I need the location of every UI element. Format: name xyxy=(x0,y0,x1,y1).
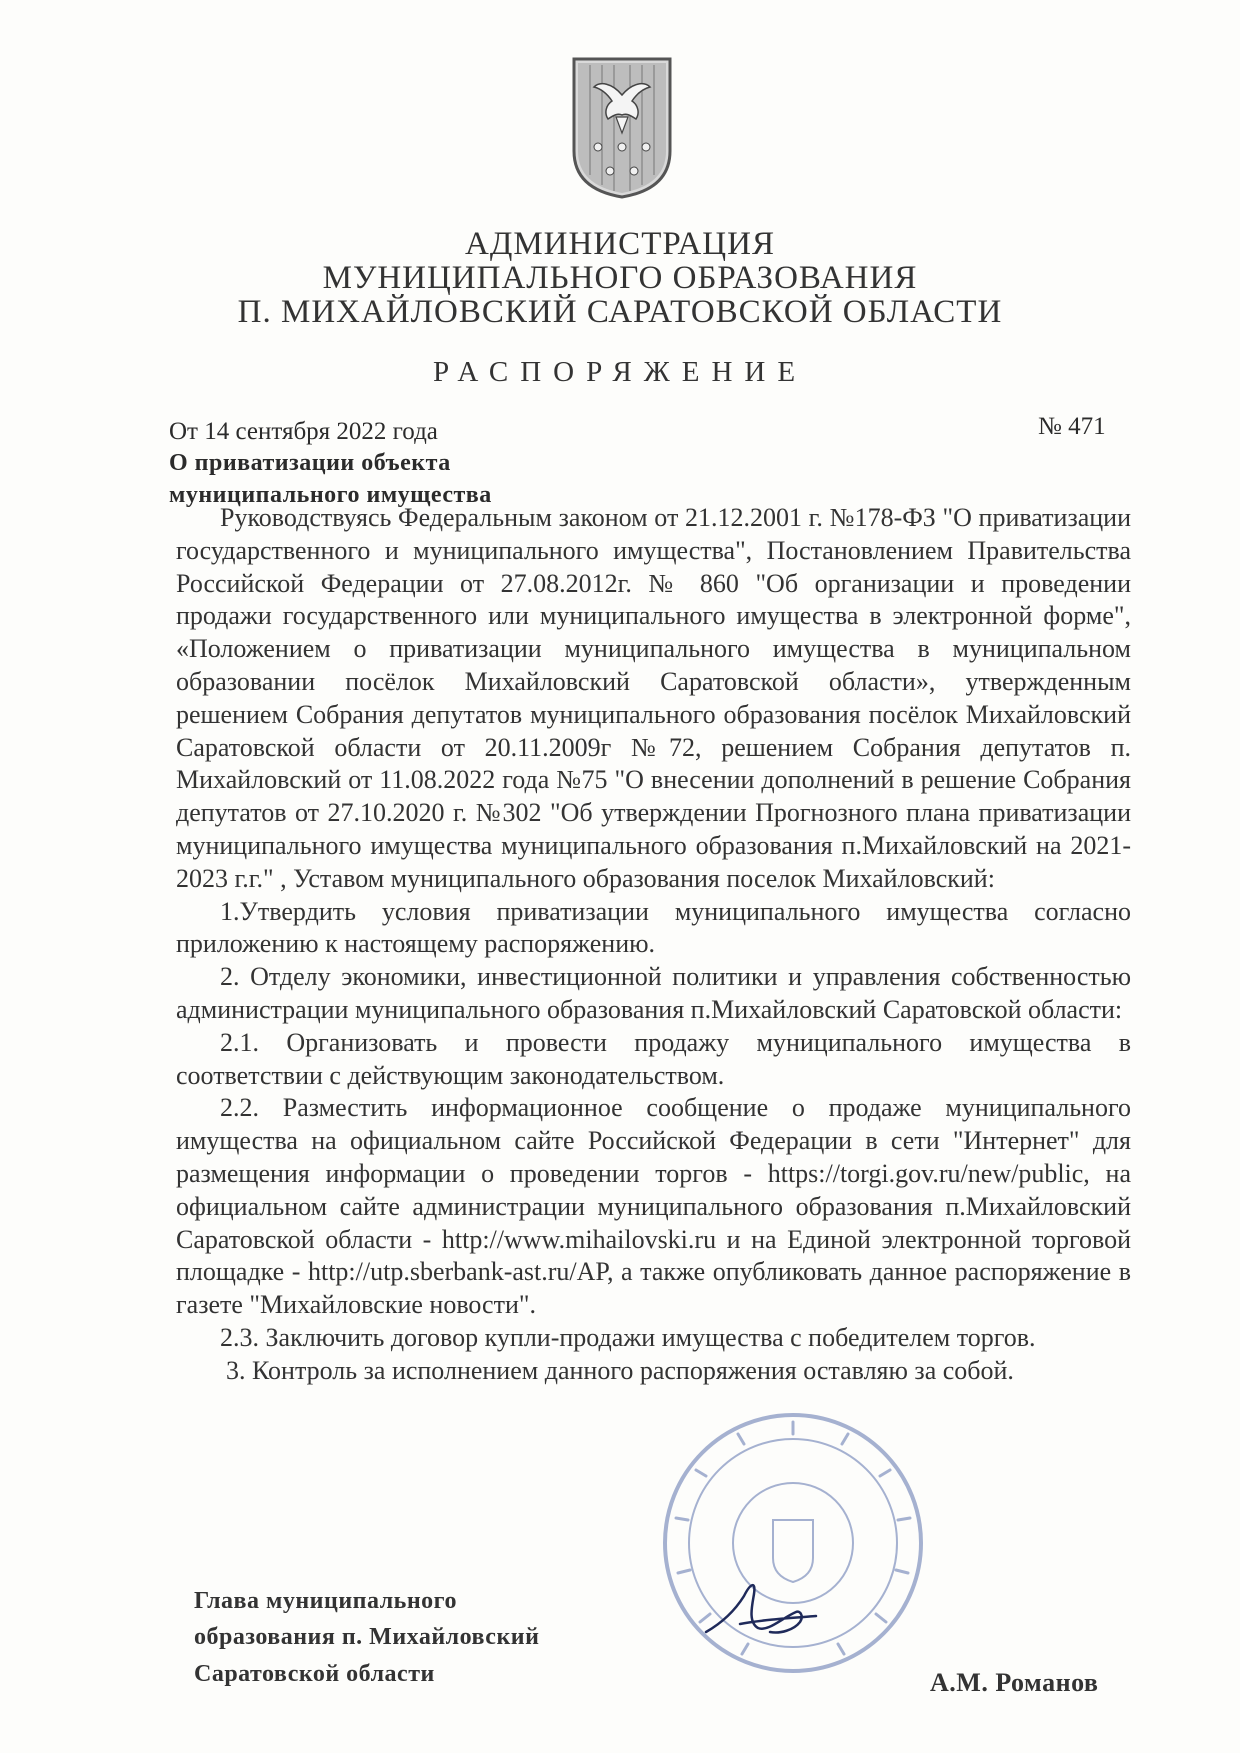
signatory-name: А.М. Романов xyxy=(930,1668,1099,1697)
subject-line-2: муниципального имущества xyxy=(169,482,492,508)
header-line-2: МУНИЦИПАЛЬНОГО ОБРАЗОВАНИЯ xyxy=(322,260,918,296)
item-3-paragraph: 3. Контроль за исполнением данного распоряжения оставляю за собой. xyxy=(226,1355,1014,1385)
document-date: От 14 сентября 2022 года xyxy=(169,418,438,445)
item-2-paragraph: 2. Отделу экономики, инвестиционной политики и управления собственностью администрации муниципального образования п.Михайловский Саратовской области: xyxy=(176,962,1131,1024)
item-2-1-paragraph: 2.1. Организовать и провести продажу муниципального имущества в соответствии с действующим законодательством. xyxy=(176,1027,1131,1090)
subject-line-1: О приватизации объекта xyxy=(169,450,451,476)
signatory-title-line-3: Саратовской области xyxy=(194,1661,435,1687)
document-body xyxy=(176,502,1131,1388)
header-line-1: АДМИНИСТРАЦИЯ xyxy=(465,226,775,262)
signatory-title-line-2: образования п. Михайловский xyxy=(194,1624,540,1650)
item-2-3-paragraph: 2.3. Заключить договор купли-продажи имущества с победителем торгов. xyxy=(220,1322,1036,1352)
document-type-title: РАСПОРЯЖЕНИЕ xyxy=(432,356,808,388)
handwritten-signature xyxy=(700,1572,820,1644)
document-number: № 471 xyxy=(1038,413,1106,440)
coat-of-arms-emblem xyxy=(568,55,676,200)
item-1-paragraph: 1.Утвердить условия приватизации муниципального имущества согласно приложению к настоящему распоряжению. xyxy=(176,896,1131,959)
preamble-paragraph: Руководствуясь Федеральным законом от 21.12.2001 г. №178-ФЗ "О приватизации государственного и муниципального имущества", Постановлением Правительства Российской Федерации от 27.08.2012г. № 860 "Об организации и проведении продажи государственного или муниципального имущества в электронной форме", «Положением о приватизации муниципального имущества в муниципальном образовании посёлок Михайловский Саратовской области», утвержденным решением Собрания депутатов муниципального образования посёлок Михайловский Саратовской области от 20.11.2009г №72, решением Собрания депутатов п. Михайловский от 11.08.2022 года №75 "О внесении дополнений в решение Собрания депутатов от 27.10.2020 г. №302 "Об утверждении Прогнозного плана приватизации муниципального имущества муниципального образования п.Михайловский на 2021-2023 г.г." , Уставом муниципального образования поселок Михайловский: xyxy=(176,503,1131,893)
header-line-3: П. МИХАЙЛОВСКИЙ САРАТОВСКОЙ ОБЛАСТИ xyxy=(237,294,1003,330)
item-2-2-paragraph: 2.2. Разместить информационное сообщение о продаже муниципального имущества на официальном сайте Российской Федерации в сети "Интернет" для размещения информации о проведении торгов - https://torgi.gov.ru/new/public, на официальном сайте администрации муниципального образования п.Михайловский Саратовской области - http://www.mihailovski.ru и на Единой электронной торговой площадке - http://utp.sberbank-ast.ru/AP, а также опубликовать данное распоряжение в газете "Михайловские новости". xyxy=(176,1093,1131,1320)
signatory-title-line-1: Глава муниципального xyxy=(194,1588,457,1614)
